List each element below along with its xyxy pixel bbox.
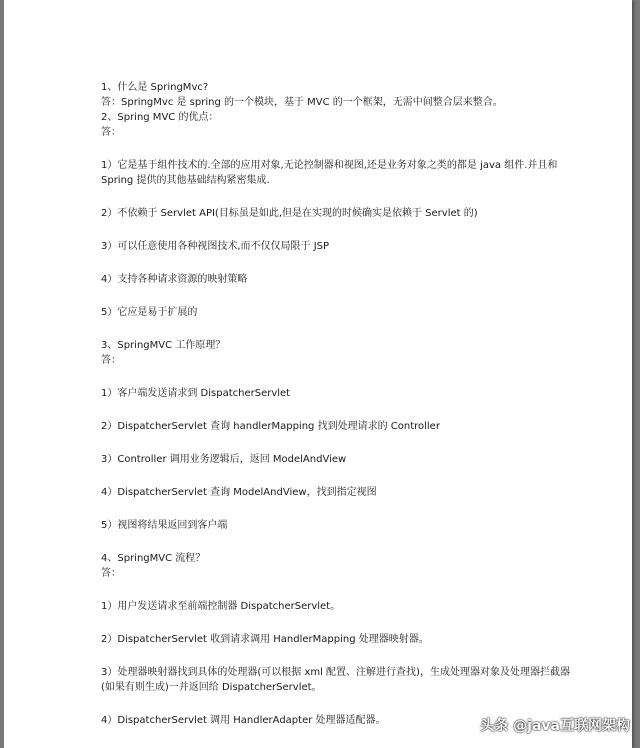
q2-title: 2、Spring MVC 的优点：: [101, 112, 219, 123]
q3-item-1: 1）客户端发送请求到 DispatcherServlet: [101, 388, 291, 399]
q2-item-4: 4）支持各种请求资源的映射策略: [101, 274, 248, 285]
q3-answer-label: 答：: [101, 355, 121, 366]
q4-item-4: 4）DispatcherServlet 调用 HandlerAdapter 处理器适配器。: [101, 715, 386, 726]
q3-item-3: 3）Controller 调用业务逻辑后，返回 ModelAndView: [101, 454, 347, 465]
q3-item-4: 4）DispatcherServlet 查询 ModelAndView，找到指定视图: [101, 487, 377, 498]
q3-title: 3、SpringMVC 工作原理？: [101, 340, 226, 351]
q4-title: 4、SpringMVC 流程？: [101, 553, 206, 564]
document-page: [4, 0, 632, 748]
q4-item-1: 1）用户发送请求至前端控制器 DispatcherServlet。: [101, 601, 341, 612]
q3-item-2: 2）DispatcherServlet 查询 handlerMapping 找到处理请求的 Controller: [101, 421, 440, 432]
watermark-text: 头条 @java互联网架构: [480, 718, 630, 734]
q4-answer-label: 答：: [101, 568, 121, 579]
q2-item-5: 5）它应是易于扩展的: [101, 307, 198, 318]
q4-item-3: 3）处理器映射器找到具体的处理器(可以根据 xml 配置、注解进行查找)，生成处理器对象及处理器拦截器(如果有则生成)一并返回给 DispatcherServlet。: [101, 667, 570, 693]
q2-item-2: 2）不依赖于 Servlet API(目标虽是如此,但是在实现的时候确实是依赖于 Servlet 的): [101, 208, 478, 219]
q1-answer: 答：SpringMvc 是 spring 的一个模块，基于 MVC 的一个框架，无需中间整合层来整合。: [101, 97, 503, 108]
q1-title: 1、什么是 SpringMvc?: [101, 82, 209, 93]
q3-item-5: 5）视图将结果返回到客户端: [101, 520, 228, 531]
document-body: [101, 80, 572, 728]
q4-item-2: 2）DispatcherServlet 收到请求调用 HandlerMapping 处理器映射器。: [101, 634, 429, 645]
q2-answer-label: 答：: [101, 127, 121, 138]
watermark: [480, 714, 630, 736]
q2-item-3: 3）可以任意使用各种视图技术,而不仅仅局限于 JSP: [101, 241, 330, 252]
q2-item-1: 1）它是基于组件技术的.全部的应用对象,无论控制器和视图,还是业务对象之类的都是 java 组件.并且和 Spring 提供的其他基础结构紧密集成.: [101, 160, 558, 186]
